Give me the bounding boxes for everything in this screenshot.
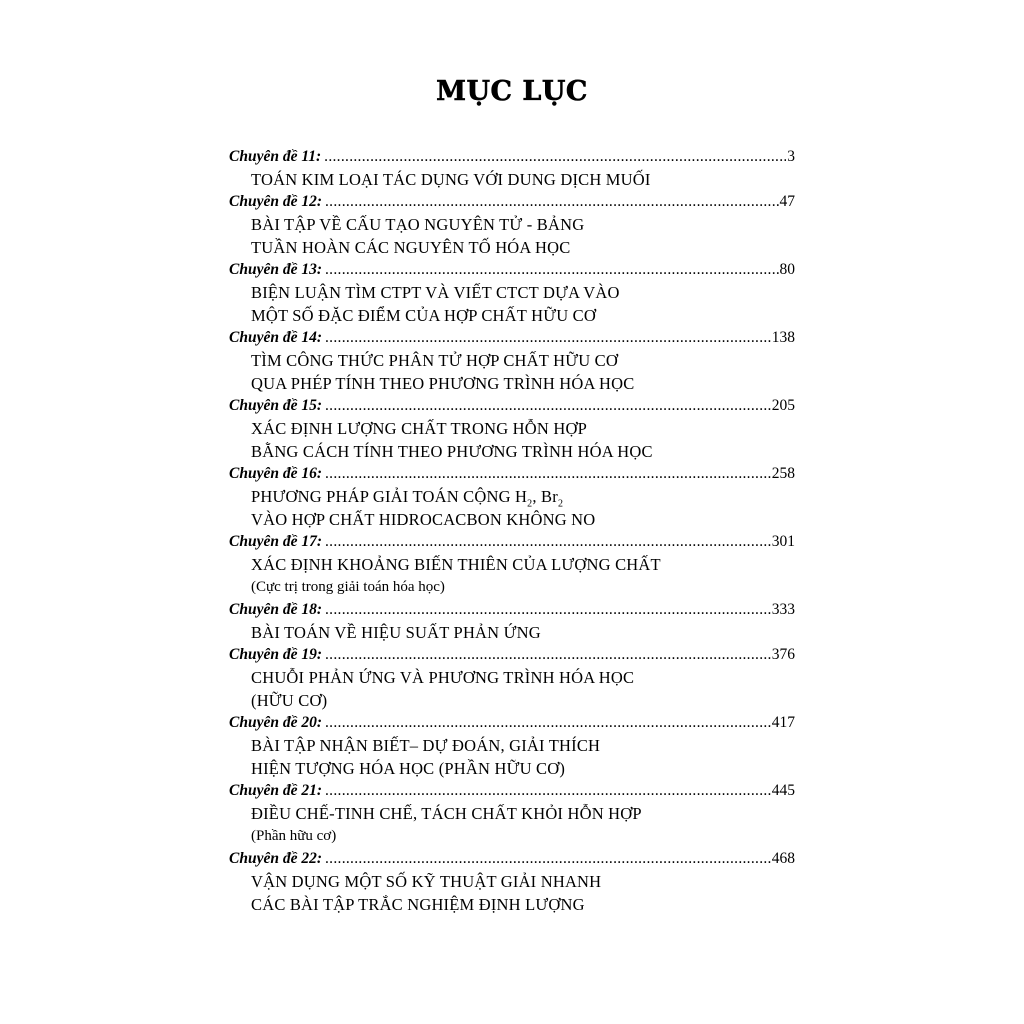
toc-entry	[229, 395, 795, 463]
toc-page-number: 376	[771, 646, 795, 663]
dot-leader	[324, 146, 786, 168]
formula-mid: , Br	[532, 487, 558, 506]
toc-entry-label: Chuyên đề 15:	[229, 397, 322, 414]
toc-entry-title: BẰNG CÁCH TÍNH THEO PHƯƠNG TRÌNH HÓA HỌC	[251, 442, 653, 461]
dot-leader	[325, 780, 771, 802]
toc-entry-note: (Cực trị trong giải toán hóa học)	[251, 579, 445, 595]
toc-page-number: 301	[771, 533, 795, 550]
toc-entry	[229, 599, 795, 644]
toc-entry-label: Chuyên đề 11:	[229, 148, 322, 165]
toc-entry	[229, 327, 795, 395]
toc-entry-title: XÁC ĐỊNH KHOẢNG BIẾN THIÊN CỦA LƯỢNG CHẤT	[251, 555, 661, 574]
toc-page-number: 258	[771, 465, 795, 482]
toc-entry-label: Chuyên đề 20:	[229, 714, 322, 731]
toc-entry-title: TÌM CÔNG THỨC PHÂN TỬ HỢP CHẤT HỮU CƠ	[251, 351, 618, 370]
toc-entry-heading[interactable]	[229, 712, 795, 734]
toc-entry	[229, 644, 795, 712]
toc-entry-heading[interactable]	[229, 146, 795, 168]
toc-page-number: 80	[779, 261, 795, 278]
toc-entry	[229, 780, 795, 848]
toc-entry-title: CHUỖI PHẢN ỨNG VÀ PHƯƠNG TRÌNH HÓA HỌC	[251, 668, 635, 687]
toc-entry-title: BÀI TẬP VỀ CẤU TẠO NGUYÊN TỬ - BẢNG	[251, 215, 585, 234]
toc-entry-heading[interactable]	[229, 848, 795, 870]
toc-entry	[229, 848, 795, 916]
dot-leader	[325, 531, 771, 553]
toc-entry-label: Chuyên đề 19:	[229, 646, 322, 663]
toc-entry-heading[interactable]	[229, 191, 795, 213]
toc-entry-title: VÀO HỢP CHẤT HIDROCACBON KHÔNG NO	[251, 510, 596, 529]
page-title: MỤC LỤC	[436, 76, 588, 107]
toc-entry-heading[interactable]	[229, 644, 795, 666]
dot-leader	[325, 599, 771, 621]
toc-page-number: 205	[771, 397, 795, 414]
toc-entry-title-formula	[229, 485, 795, 508]
toc-entry-title: XÁC ĐỊNH LƯỢNG CHẤT TRONG HỖN HỢP	[251, 419, 587, 438]
toc-entry-title: CÁC BÀI TẬP TRẮC NGHIỆM ĐỊNH LƯỢNG	[251, 895, 585, 914]
toc-entry-title: BIỆN LUẬN TÌM CTPT VÀ VIẾT CTCT DỰA VÀO	[251, 283, 620, 302]
toc-entry-heading[interactable]	[229, 327, 795, 349]
toc-entry-heading[interactable]	[229, 780, 795, 802]
toc-page-number: 333	[771, 601, 795, 618]
toc-entry-label: Chuyên đề 21:	[229, 782, 322, 799]
toc-entry-title: VẬN DỤNG MỘT SỐ KỸ THUẬT GIẢI NHANH	[251, 872, 602, 891]
toc-page-number: 417	[771, 714, 795, 731]
toc-entry-title: BÀI TOÁN VỀ HIỆU SUẤT PHẢN ỨNG	[251, 623, 541, 642]
subscript: 2	[557, 498, 564, 510]
subscript: 2	[527, 498, 533, 510]
dot-leader	[325, 327, 771, 349]
toc-entry-label: Chuyên đề 14:	[229, 329, 322, 346]
toc-entry-title: HIỆN TƯỢNG HÓA HỌC (PHẦN HỮU CƠ)	[251, 759, 566, 778]
toc-entry-title: TOÁN KIM LOẠI TÁC DỤNG VỚI DUNG DỊCH MUỐI	[251, 170, 651, 189]
dot-leader	[325, 191, 779, 213]
toc-page-number: 138	[771, 329, 795, 346]
toc-entry-heading[interactable]	[229, 463, 795, 485]
toc-entry-title: QUA PHÉP TÍNH THEO PHƯƠNG TRÌNH HÓA HỌC	[251, 374, 635, 393]
toc-entry-title: ĐIỀU CHẾ-TINH CHẾ, TÁCH CHẤT KHỎI HỖN HỢP	[251, 804, 642, 823]
toc-page-number: 445	[771, 782, 795, 799]
toc-entry-title: (HỮU CƠ)	[251, 691, 328, 710]
dot-leader	[325, 259, 779, 281]
formula-prefix: PHƯƠNG PHÁP GIẢI TOÁN CỘNG H	[251, 487, 528, 506]
toc-page-number: 47	[779, 193, 795, 210]
dot-leader	[325, 644, 771, 666]
toc-entry-label: Chuyên đề 17:	[229, 533, 322, 550]
table-of-contents	[229, 146, 795, 916]
toc-entry	[229, 531, 795, 599]
toc-entry-heading[interactable]	[229, 531, 795, 553]
toc-entry-label: Chuyên đề 16:	[229, 465, 322, 482]
dot-leader	[325, 463, 771, 485]
toc-entry-heading[interactable]	[229, 259, 795, 281]
toc-entry-label: Chuyên đề 18:	[229, 601, 322, 618]
toc-entry-title: BÀI TẬP NHẬN BIẾT– DỰ ĐOÁN, GIẢI THÍCH	[251, 736, 601, 755]
toc-entry	[229, 146, 795, 191]
toc-entry	[229, 259, 795, 327]
toc-entry-heading[interactable]	[229, 395, 795, 417]
toc-entry-heading[interactable]	[229, 599, 795, 621]
dot-leader	[325, 712, 771, 734]
toc-page-number: 468	[771, 850, 795, 867]
toc-entry-note: (Phần hữu cơ)	[251, 828, 337, 844]
toc-page-number: 3	[787, 148, 795, 165]
toc-entry-label: Chuyên đề 13:	[229, 261, 322, 278]
toc-entry-label: Chuyên đề 12:	[229, 193, 322, 210]
toc-entry-title: MỘT SỐ ĐẶC ĐIỂM CỦA HỢP CHẤT HỮU CƠ	[251, 306, 596, 325]
toc-entry-label: Chuyên đề 22:	[229, 850, 322, 867]
toc-entry	[229, 712, 795, 780]
dot-leader	[325, 848, 771, 870]
toc-entry	[229, 191, 795, 259]
dot-leader	[325, 395, 771, 417]
toc-entry-title: TUẦN HOÀN CÁC NGUYÊN TỐ HÓA HỌC	[251, 238, 571, 257]
toc-entry	[229, 463, 795, 531]
